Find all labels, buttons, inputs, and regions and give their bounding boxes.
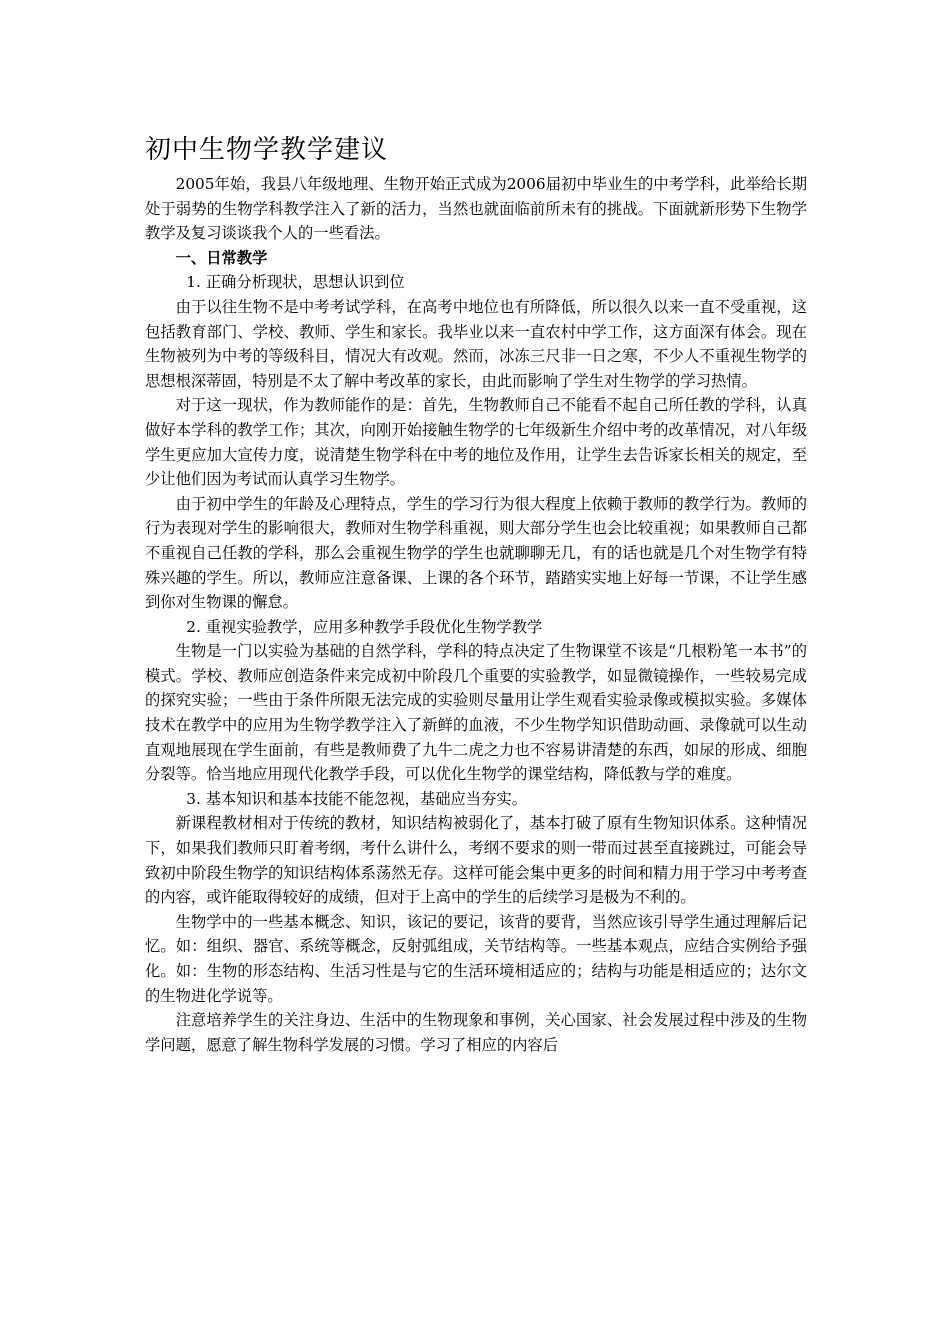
body-paragraph: 生物是一门以实验为基础的自然学科，学科的特点决定了生物课堂不该是“几根粉笔一本书”的模式。学校、教师应创造条件来完成初中阶段几个重要的实验教学，如显微镜操作，一些较易完成的探究实验；一些由于条件所限无法完成的实验则尽量用让学生观看实验录像或模拟实验。多媒体技术在教学中的应用为生物学教学注入了新鲜的血液，不少生物学知识借助动画、录像就可以生动直观地展现在学生面前，有些是教师费了九牛二虎之力也不容易讲清楚的东西，如尿的形成、细胞分裂等。恰当地应用现代化教学手段，可以优化生物学的课堂结构，降低教与学的难度。 xyxy=(145,642,807,784)
intro-paragraph: 2005年始，我县八年级地理、生物开始正式成为2006届初中毕业生的中考学科，此举给长期处于弱势的生物学科教学注入了新的活力，当然也就面临前所未有的挑战。下面就新形势下生物学教学及复习谈谈我个人的一些看法。 xyxy=(145,175,807,243)
body-paragraph: 注意培养学生的关注身边、生活中的生物现象和事例，关心国家、社会发展过程中涉及的生物学问题，愿意了解生物科学发展的习惯。学习了相应的内容后 xyxy=(145,1011,807,1054)
body-paragraph: 生物学中的一些基本概念、知识，该记的要记，该背的要背，当然应该引导学生通过理解后记忆。如：组织、器官、系统等概念，反射弧组成，关节结构等。一些基本观点，应结合实例给予强化。如：生物的形态结构、生活习性是与它的生活环境相适应的；结构与功能是相适应的；达尔文的生物进化学说等。 xyxy=(145,912,807,1005)
subsection-heading-1: 1. 正确分析现状，思想认识到位 xyxy=(186,273,405,292)
subsection-heading-2: 2. 重视实验教学，应用多种教学手段优化生物学教学 xyxy=(186,617,543,636)
body-paragraph: 对于这一现状，作为教师能作的是：首先，生物教师自己不能看不起自己所任教的学科，认真做好本学科的教学工作；其次，向刚开始接触生物学的七年级新生介绍中考的改革情况，对八年级学生更应加大宣传力度，说清楚生物学科在中考的地位及作用，让学生去告诉家长相关的规定，至少让他们因为考试而认真学习生物学。 xyxy=(145,396,807,489)
body-paragraph: 由于以往生物不是中考考试学科，在高考中地位也有所降低，所以很久以来一直不受重视，这包括教育部门、学校、教师、学生和家长。我毕业以来一直农村中学工作，这方面深有体会。现在生物被列为中考的等级科目，情况大有改观。然而，冰冻三尺非一日之寒，不少人不重视生物学的思想根深蒂固，特别是不太了解中考改革的家长，由此而影响了学生对生物学的学习热情。 xyxy=(145,297,807,390)
document-body xyxy=(145,130,807,1057)
subsection-heading-3: 3. 基本知识和基本技能不能忽视，基础应当夯实。 xyxy=(186,789,527,808)
section-heading-daily-teaching: 一、日常教学 xyxy=(175,248,268,267)
document-title: 初中生物学教学建议 xyxy=(145,135,389,165)
body-paragraph: 新课程教材相对于传统的教材，知识结构被弱化了，基本打破了原有生物知识体系。这种情况下，如果我们教师只盯着考纲，考什么讲什么，考纲不要求的则一带而过甚至直接跳过，可能会导致初中阶段生物学的知识结构体系荡然无存。这样可能会集中更多的时间和精力用于学习中考考查的内容，或许能取得较好的成绩，但对于上高中的学生的后续学习是极为不利的。 xyxy=(145,814,807,907)
body-paragraph: 由于初中学生的年龄及心理特点，学生的学习行为很大程度上依赖于教师的教学行为。教师的行为表现对学生的影响很大，教师对生物学科重视，则大部分学生也会比较重视；如果教师自己都不重视自己任教的学科，那么会重视生物学的学生也就聊聊无几，有的话也就是几个对生物学有特殊兴趣的学生。所以，教师应注意备课、上课的各个环节，踏踏实实地上好每一节课，不让学生感到你对生物课的懈怠。 xyxy=(145,494,807,612)
